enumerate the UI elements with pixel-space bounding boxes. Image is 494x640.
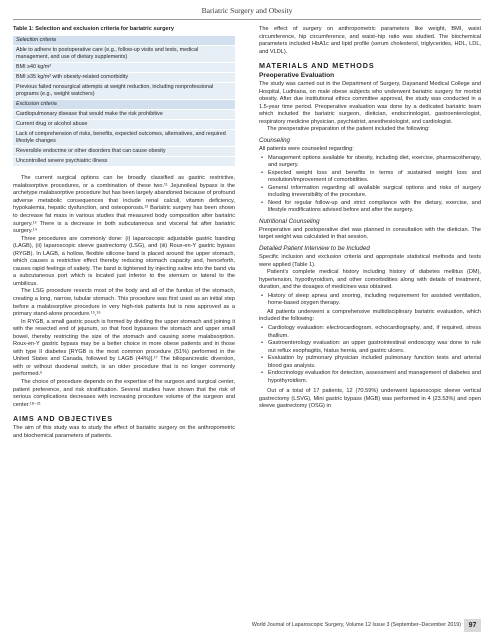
list-item: • Expected weight loss and benefits in terms of sustained weight loss and resolution/improvement of comorbidities. (268, 170, 481, 185)
nutrition-heading: Nutritional Counseling (259, 217, 320, 225)
left-column (13, 26, 235, 440)
counseling-heading: Counseling (259, 137, 290, 145)
table-cell: Cardiopulmonary disease that would make the risk prohibitive (13, 109, 235, 119)
table-row (13, 147, 235, 157)
table-cell: BMI ≥35 kg/m² with obesity-related comorbidity (13, 72, 235, 82)
table-cell: Selection criteria (13, 36, 235, 46)
table-row (13, 62, 235, 72)
list-item: • History of sleep apnea and snoring, including requirement for assisted ventilation, home-based oxygen therapy. (268, 293, 481, 308)
methods-heading: MATERIALS AND METHODS (259, 61, 375, 71)
list-item: • Cardiology evaluation: electrocardiogram, echocardiography, and, if required, stress thallium. (268, 325, 481, 340)
table-row (13, 45, 235, 62)
table-row (13, 157, 235, 167)
list-item: • Gastroenterology evaluation: an upper gastrointestinal endoscopy was done to rule out reflux esophagitis, hiatus hernia, and gastric ulcers. (268, 340, 481, 355)
table-cell: Lack of comprehension of risks, benefits, expected outcomes, alternatives, and required lifestyle changes (13, 130, 235, 147)
nutrition-paragraph: Preoperative and postoperative diet was planned in consultation with the dietician. The target weight was calculated in that session. (259, 226, 481, 241)
evaluation-paragraph: All patients underwent a comprehensive multidisciplinary bariatric evaluation, which included the following: (259, 308, 481, 323)
interview-paragraph: Specific inclusion and exclusion criteria and appropriate statistical methods and tests were applied (Table 1). (259, 254, 481, 268)
aims-paragraph: The aim of this study was to study the effect of bariatric surgery on the anthropometric and biochemical parameters of patients. (13, 425, 235, 439)
evaluation-list (259, 325, 481, 385)
aims-heading: AIMS AND OBJECTIVES (13, 414, 113, 424)
table-section-row (13, 36, 235, 46)
intro-paragraph: The current surgical options can be broadly classified as gastric restrictive, malabsorptive procedures, or a combination of these two.¹¹ Jejunoileal bypass is the archetype malabsorptive procedure but has been largely abandoned because of profound adverse metabolic consequences that include renal calculi, vitamin deficiency, hypokalemia, hepatic dysfunction, and osteoporosis.¹² Bariatric surgery has been shown to decrease fat mass in various studies that measured body composition after bariatric surgery.¹³ There is a decrease in both subcutaneous and visceral fat after bariatric surgery.¹⁴ (13, 175, 235, 235)
table-cell: Current drug or alcohol abuse (13, 119, 235, 129)
counseling-list (259, 155, 481, 215)
table-cell: Exclusion criteria (13, 99, 235, 109)
list-item: • Management options available for obesity, including diet, exercise, pharmacotherapy, and surgery. (268, 155, 481, 170)
page-number: 97 (464, 619, 481, 632)
table-caption: Table 1: Selection and exclusion criteria for bariatric surgery (13, 26, 174, 32)
running-title: Bariatric Surgery and Obesity (201, 6, 293, 15)
counseling-intro: All patients were counseled regarding: (259, 146, 354, 153)
table-row (13, 109, 235, 119)
patients-paragraph: Out of a total of 17 patients, 12 (70.59%) underwent laparoscopic sleeve vertical gastrectomy (LSVG), Mini gastric bypass (MGB) was performed in 4 (23.53%) and open sleeve gastrectomy (OSG) in (259, 388, 481, 410)
choice-paragraph: The choice of procedure depends on the expertise of the surgeon and surgical center, patient preference, and risk stratification. Several studies have shown that the risk of serious complications decreases with increasing procedure volume of the surgeon and center.¹⁸⁻²¹ (13, 379, 235, 408)
preparation-paragraph: The preoperative preparation of the patient included the following: (267, 126, 430, 133)
list-item: • Endocrinology evaluation for detection, assessment and management of diabetes and hypothyroidism. (268, 370, 481, 385)
table-cell: Uncontrolled severe psychiatric illness (13, 157, 235, 167)
table-cell: Reversible endocrine or other disorders that can cause obesity (13, 147, 235, 157)
history-paragraph: Patient’s complete medical history including history of diabetes mellitus (DM), hypertension, hypothyroidism, and other comorbidities along with details of treatment, duration, and the dosages of medicines was obtained. (259, 269, 481, 291)
preop-heading: Preoperative Evaluation (259, 72, 335, 80)
table-row (13, 119, 235, 129)
table-cell: Able to adhere to postoperative care (e.g., follow-up visits and tests, medical management, and use of dietary supplements) (13, 45, 235, 62)
rygb-paragraph: In RYGB, a small gastric pouch is formed by dividing the upper stomach and joining it with the resected end of jejunum, so that food bypasses the stomach and upper small bowel, thereby restricting the size of the stomach and causing some malabsorption. Roux-en-Y gastric bypass may be a better choice in more obese patients and in those with type II diabetes [RYGB is the most common procedure (51%) performed in the United States and Canada, followed by LAGB (44%)].¹⁷ The biliopancreatic diversion, with or without duodenal switch, is an older procedure that is no longer commonly performed.⁶ (13, 318, 235, 378)
table-row (13, 72, 235, 82)
table-row (13, 82, 235, 99)
table-cell: BMI ≥40 kg/m² (13, 62, 235, 72)
parameters-paragraph: The effect of surgery on anthropometric parameters like weight, BMI, waist circumference, hip circumference, and waist–hip ratio was studied. The biochemical parameters included HbA1c and lipid profile (serum cholesterol, triglycerides, HDL, LDL, and VLDL). (259, 26, 481, 55)
list-item: • Need for regular follow-up and strict compliance with the dietary, exercise, and lifestyle modifications advised before and after the surgery. (268, 200, 481, 215)
list-item: • General information regarding all available surgical options and risks of surgery including irreversibility of the procedure. (268, 185, 481, 200)
journal-citation: World Journal of Laparoscopic Surgery, Volume 12 Issue 3 (September–December 2019) (251, 622, 461, 628)
table-section-row (13, 99, 235, 109)
procedures-paragraph: Three procedures are commonly done: (i) laparoscopic adjustable gastric banding (LAGB), (ii) laparoscopic sleeve gastrectomy (LSG), and (iii) Roux-en-Y gastric bypass (RYGB). In LAGB, a hollow, flexible silicone band is placed around the upper stomach, which causes a restrictive effect thereby reducing stomach capacity and, henceforth, causes rapid feelings of satiety. The band is tightened by injecting saline into the band via a subcutaneous port which is located just inferior to the sternum or lateral to the umbilicus. (13, 235, 235, 287)
list-item: • Evaluation by pulmonary physician included pulmonary function tests and arterial blood gas analysis. (268, 355, 481, 370)
criteria-table (13, 36, 235, 168)
history-list (259, 293, 481, 308)
study-paragraph: The study was carried out in the Department of Surgery, Dayanand Medical College and Hospital, Ludhiana, on male obese subjects who underwent bariatric surgery for morbid obesity. After due institutional ethics committee approval, the study was conducted in a 1.5-year time period. Preoperative evaluation was done by a dedicated bariatric team which included the bariatric surgeon, dietician, endocrinologist, gastroenterologist, respiratory medicine physician, psychiatrist, anesthesiologist, and cardiologist. (259, 81, 481, 125)
table-cell: Previous failed nonsurgical attempts at weight reduction, including nonprofessional programs (e.g., weight watchers) (13, 82, 235, 99)
interview-heading: Detailed Patient Interview to be Included (259, 245, 370, 253)
table-row (13, 130, 235, 147)
page-footer (0, 619, 494, 633)
header-rule (13, 19, 481, 20)
lsg-paragraph: The LSG procedure resects most of the body and all of the fundus of the stomach, creating a long, narrow, tubular stomach. This procedure was first used as an initial step before a malabsorptive procedure in very high-risk patients but is now approved as a primary stand-alone procedure.¹⁵,¹⁶ (13, 288, 235, 318)
right-column (259, 26, 481, 411)
